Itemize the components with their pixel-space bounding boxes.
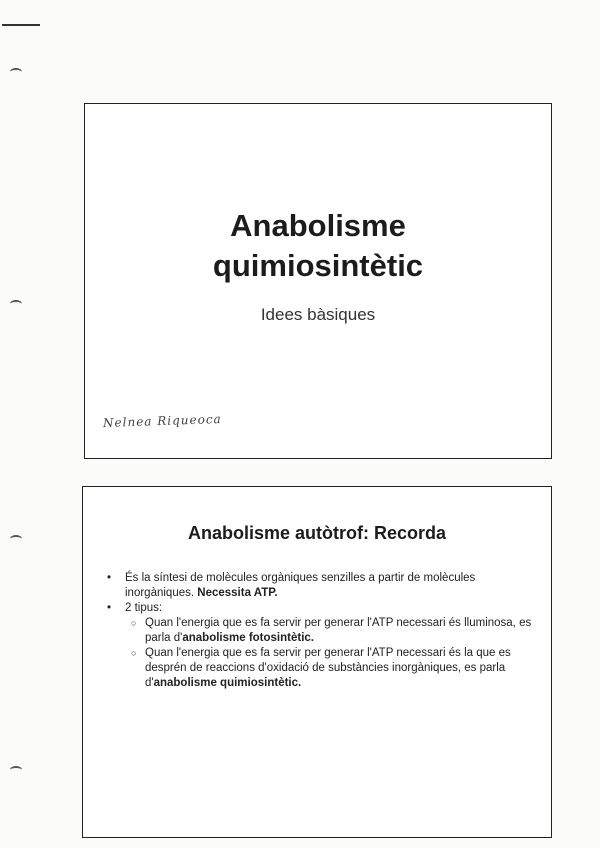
slide-title [85,206,551,286]
sub-bullet-bold-text: anabolisme fotosintètic. [182,632,314,644]
bullet-text: 2 tipus: [125,602,163,614]
sub-bullet-marker: ○ [131,618,137,628]
sub-bullet-item [107,616,537,646]
bullet-marker: • [107,572,112,584]
handwritten-signature: Nelnea Riqueoca [102,411,222,431]
sub-bullet-bold-text: anabolisme quimiosintètic. [153,677,302,689]
slide-subtitle: Idees bàsiques [260,305,376,324]
punch-hole-mark [10,535,22,543]
bullet-text: És la síntesi de molècules orgàniques senzilles a partir de molècules inorgàniques. [125,572,476,599]
slide-title-line1: Anabolisme [230,208,406,243]
slide-title-line2: quimiosintètic [212,248,424,283]
content-slide [82,486,552,838]
bullet-list [107,571,537,691]
sub-bullet-item [107,646,537,691]
slide-title: Anabolisme autòtrof: Recorda [187,523,447,543]
title-slide [84,103,552,459]
bullet-marker: • [107,602,112,614]
sub-bullet-marker: ○ [131,648,137,658]
bullet-item [107,601,537,616]
pen-mark [2,24,40,26]
bullet-item [107,571,537,601]
sub-bullet-text: Quan l'energia que es fa servir per generar l'ATP necessari és lluminosa, es parla d' [145,617,532,644]
punch-hole-mark [10,766,22,774]
punch-hole-mark [10,300,22,308]
sub-bullet-text: Quan l'energia que es fa servir per generar l'ATP necessari és la que es desprén de reaccions d'oxidació de substàncies inorgàniques, es parla d' [145,647,511,689]
punch-hole-mark [10,68,22,76]
bullet-bold-text: Necessita ATP. [197,587,278,599]
